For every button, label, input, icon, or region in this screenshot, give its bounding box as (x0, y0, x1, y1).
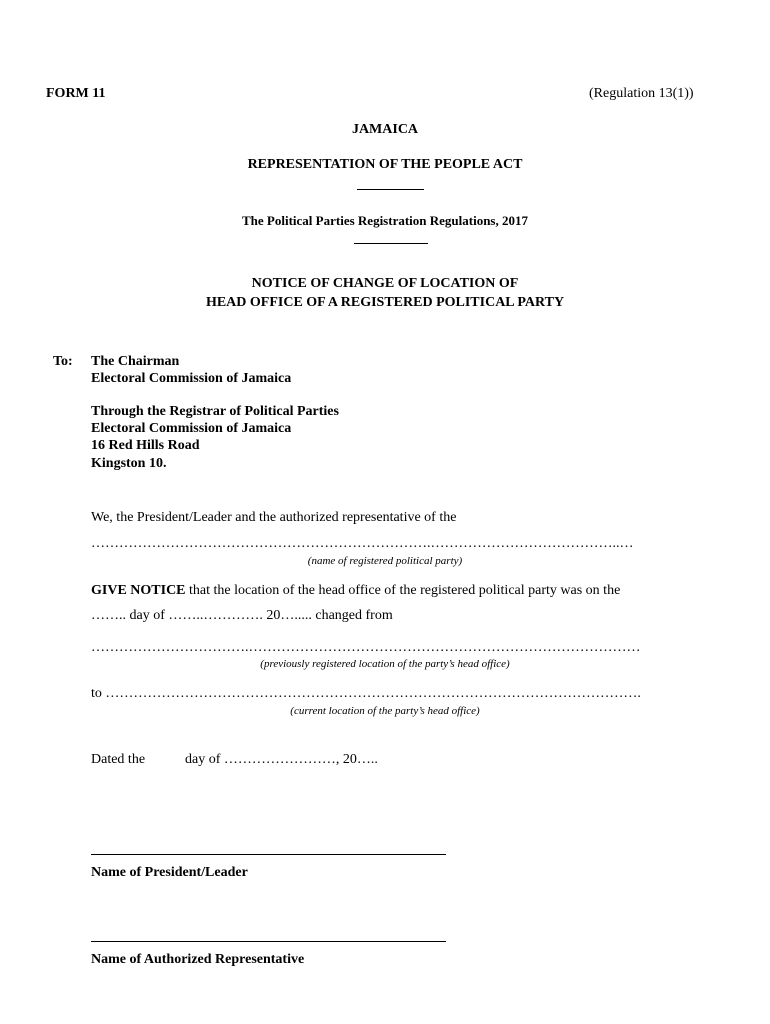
current-location-caption: (current location of the party’s head office) (290, 705, 480, 717)
party-name-caption: (name of registered political party) (307, 555, 463, 567)
previous-location-caption: (previously registered location of the party’s head office) (260, 658, 510, 670)
regulation-reference: (Regulation 13(1)) (589, 86, 694, 101)
through-line3: 16 Red Hills Road (91, 438, 200, 453)
act-title: REPRESENTATION OF THE PEOPLE ACT (247, 157, 523, 172)
addressee-line2: Electoral Commission of Jamaica (91, 371, 292, 386)
intro-text: We, the President/Leader and the authorized representative of the (91, 510, 457, 525)
current-location-field[interactable]: to ……………………………………………………………………………………………………. (91, 686, 641, 701)
representative-name-label: Name of Authorized Representative (91, 952, 305, 967)
title-rule-1 (357, 189, 424, 190)
notice-title-line2: HEAD OFFICE OF A REGISTERED POLITICAL PARTY (205, 295, 565, 310)
previous-location-field[interactable]: …………………………….………………………………………………………………………… (91, 640, 641, 655)
party-name-field[interactable]: ……………………………………………………………….…………………………………..… (91, 536, 634, 551)
give-notice-paragraph (91, 583, 620, 599)
notice-title-line1: NOTICE OF CHANGE OF LOCATION OF (251, 276, 519, 291)
change-date-field[interactable]: …….. day of ……..…………. 20…..... changed from (91, 608, 393, 623)
give-notice-label: GIVE NOTICE (91, 583, 186, 598)
regulations-title: The Political Parties Registration Regulations, 2017 (242, 213, 528, 228)
through-line4: Kingston 10. (91, 456, 167, 471)
president-signature-line[interactable] (91, 854, 446, 855)
addressee-line1: The Chairman (91, 354, 180, 369)
dated-the-label: Dated the (91, 752, 146, 767)
president-name-label: Name of President/Leader (91, 865, 248, 880)
to-label: To: (53, 354, 73, 369)
country-title: JAMAICA (351, 122, 419, 137)
give-notice-text: that the location of the head office of the registered political party was on the (185, 583, 621, 598)
through-line2: Electoral Commission of Jamaica (91, 421, 292, 436)
dated-field[interactable]: day of ……………………, 20….. (185, 752, 378, 767)
title-rule-2 (354, 243, 428, 244)
representative-signature-line[interactable] (91, 941, 446, 942)
form-number: FORM 11 (46, 86, 106, 101)
through-line1: Through the Registrar of Political Parties (91, 404, 339, 419)
